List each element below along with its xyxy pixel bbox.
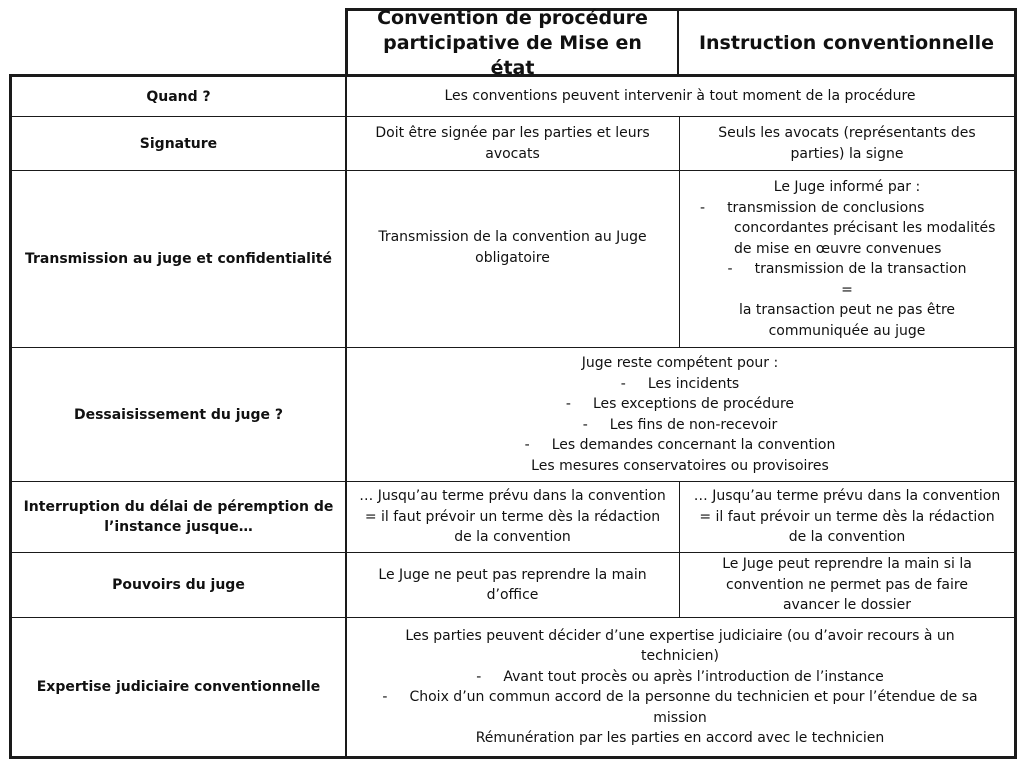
label-quand: Quand ?	[146, 88, 211, 105]
cell-pouvoirs-instruction	[680, 553, 1014, 617]
row-label-expertise	[12, 618, 345, 756]
list-item	[354, 687, 1006, 728]
label-transmission: Transmission au juge et confidentialité	[25, 251, 332, 267]
text-dessaisissement-intro: Juge reste compétent pour :	[581, 355, 779, 371]
text-dessaisissement-last: Les mesures conservatoires ou provisoires	[531, 457, 829, 474]
divider-row-pouvoirs	[12, 617, 1014, 618]
text-signature-convention: Doit être signée par les parties et leurs avocats	[375, 125, 650, 162]
list-item	[690, 198, 1004, 260]
header-instruction-title: Instruction conventionnelle	[698, 31, 995, 54]
cell-transmission-instruction	[680, 171, 1014, 347]
divider-row-interruption	[12, 552, 1014, 553]
bullet-dash: -	[727, 261, 733, 277]
text-transmission-outro: la transaction peut ne pas être communiquée au juge	[738, 302, 956, 339]
list-item	[525, 374, 836, 395]
list-item	[525, 394, 836, 415]
divider-row-quand	[12, 116, 1014, 117]
row-label-pouvoirs	[12, 553, 345, 617]
expertise-content	[346, 626, 1014, 749]
text-transmission-equals: =	[841, 281, 853, 298]
cell-signature-instruction	[680, 117, 1014, 170]
text-dessaisissement-b1: Les incidents	[647, 375, 740, 392]
transmission-instruction-content	[680, 177, 1014, 341]
bullet-dash: -	[476, 668, 482, 685]
label-pouvoirs: Pouvoirs du juge	[112, 577, 245, 593]
cell-transmission-convention	[346, 171, 679, 347]
bullet-dash: -	[524, 437, 530, 453]
row-label-transmission	[12, 171, 345, 347]
cell-quand-merged	[346, 77, 1014, 116]
row-label-signature	[12, 117, 345, 170]
list-item	[525, 435, 836, 456]
header-convention-title: Convention de procédure participative de Mise en état	[377, 6, 648, 79]
bullet-dash: -	[382, 689, 388, 705]
bullet-dash: -	[565, 396, 571, 412]
bullet-dash: -	[620, 375, 626, 392]
cell-interruption-convention	[346, 482, 679, 552]
list-item	[690, 259, 1004, 280]
text-interruption-convention: … Jusqu’au terme prévu dans la convention = il faut prévoir un terme dès la rédaction de la convention	[359, 488, 666, 546]
text-pouvoirs-instruction: Le Juge peut reprendre la main si la convention ne permet pas de faire avancer le dossier	[722, 556, 972, 614]
text-interruption-instruction: … Jusqu’au terme prévu dans la convention = il faut prévoir un terme dès la rédaction de la convention	[693, 488, 1001, 546]
divider-row-transmission	[12, 347, 1014, 348]
label-expertise: Expertise judiciaire conventionnelle	[36, 679, 321, 695]
list-item	[525, 415, 836, 436]
text-expertise-last: Rémunération par les parties en accord avec le technicien	[475, 730, 885, 746]
text-signature-instruction: Seuls les avocats (représentants des parties) la signe	[718, 125, 976, 162]
bullet-dash: -	[700, 199, 706, 216]
dessaisissement-content	[513, 353, 848, 476]
text-pouvoirs-convention: Le Juge ne peut pas reprendre la main d’office	[378, 566, 647, 603]
cell-expertise-merged	[346, 618, 1014, 756]
label-signature: Signature	[139, 135, 218, 152]
cell-dessaisissement-merged	[346, 348, 1014, 481]
text-quand: Les conventions peuvent intervenir à tout moment de la procédure	[444, 88, 916, 105]
text-expertise-b1: Avant tout procès ou après l’introduction de l’instance	[503, 668, 884, 685]
label-dessaisissement: Dessaisissement du juge ?	[73, 406, 284, 423]
list-item	[354, 667, 1006, 688]
text-expertise-b2: Choix d’un commun accord de la personne du technicien et pour l’étendue de sa mission	[409, 689, 978, 726]
label-interruption: Interruption du délai de péremption de l’instance jusque…	[23, 499, 334, 535]
row-label-dessaisissement	[12, 348, 345, 481]
text-dessaisissement-b2: Les exceptions de procédure	[592, 396, 795, 412]
row-label-interruption	[12, 482, 345, 552]
divider-vertical-signature	[679, 116, 680, 347]
cell-pouvoirs-convention	[346, 553, 679, 617]
text-dessaisissement-b4: Les demandes concernant la convention	[551, 437, 836, 453]
text-transmission-b2: transmission de la transaction	[754, 261, 967, 277]
header-convention-cell	[345, 6, 679, 79]
bullet-dash: -	[582, 416, 588, 433]
divider-row-signature	[12, 170, 1014, 171]
text-transmission-b1: transmission de conclusions concordantes précisant les modalités de mise en œuvre convenues	[727, 199, 996, 257]
cell-interruption-instruction	[680, 482, 1014, 552]
text-transmission-intro: Le Juge informé par :	[773, 179, 921, 195]
text-expertise-intro: Les parties peuvent décider d’une expertise judiciaire (ou d’avoir recours à un technicien)	[405, 627, 955, 664]
text-dessaisissement-b3: Les fins de non-recevoir	[609, 416, 778, 433]
row-label-quand	[12, 77, 345, 116]
divider-row-dessaisissement	[12, 481, 1014, 482]
header-instruction-cell	[679, 8, 1017, 75]
divider-vertical-label	[345, 74, 347, 757]
divider-vertical-interruption	[679, 481, 680, 617]
text-transmission-convention: Transmission de la convention au Juge obligatoire	[378, 229, 647, 266]
cell-signature-convention	[346, 117, 679, 170]
